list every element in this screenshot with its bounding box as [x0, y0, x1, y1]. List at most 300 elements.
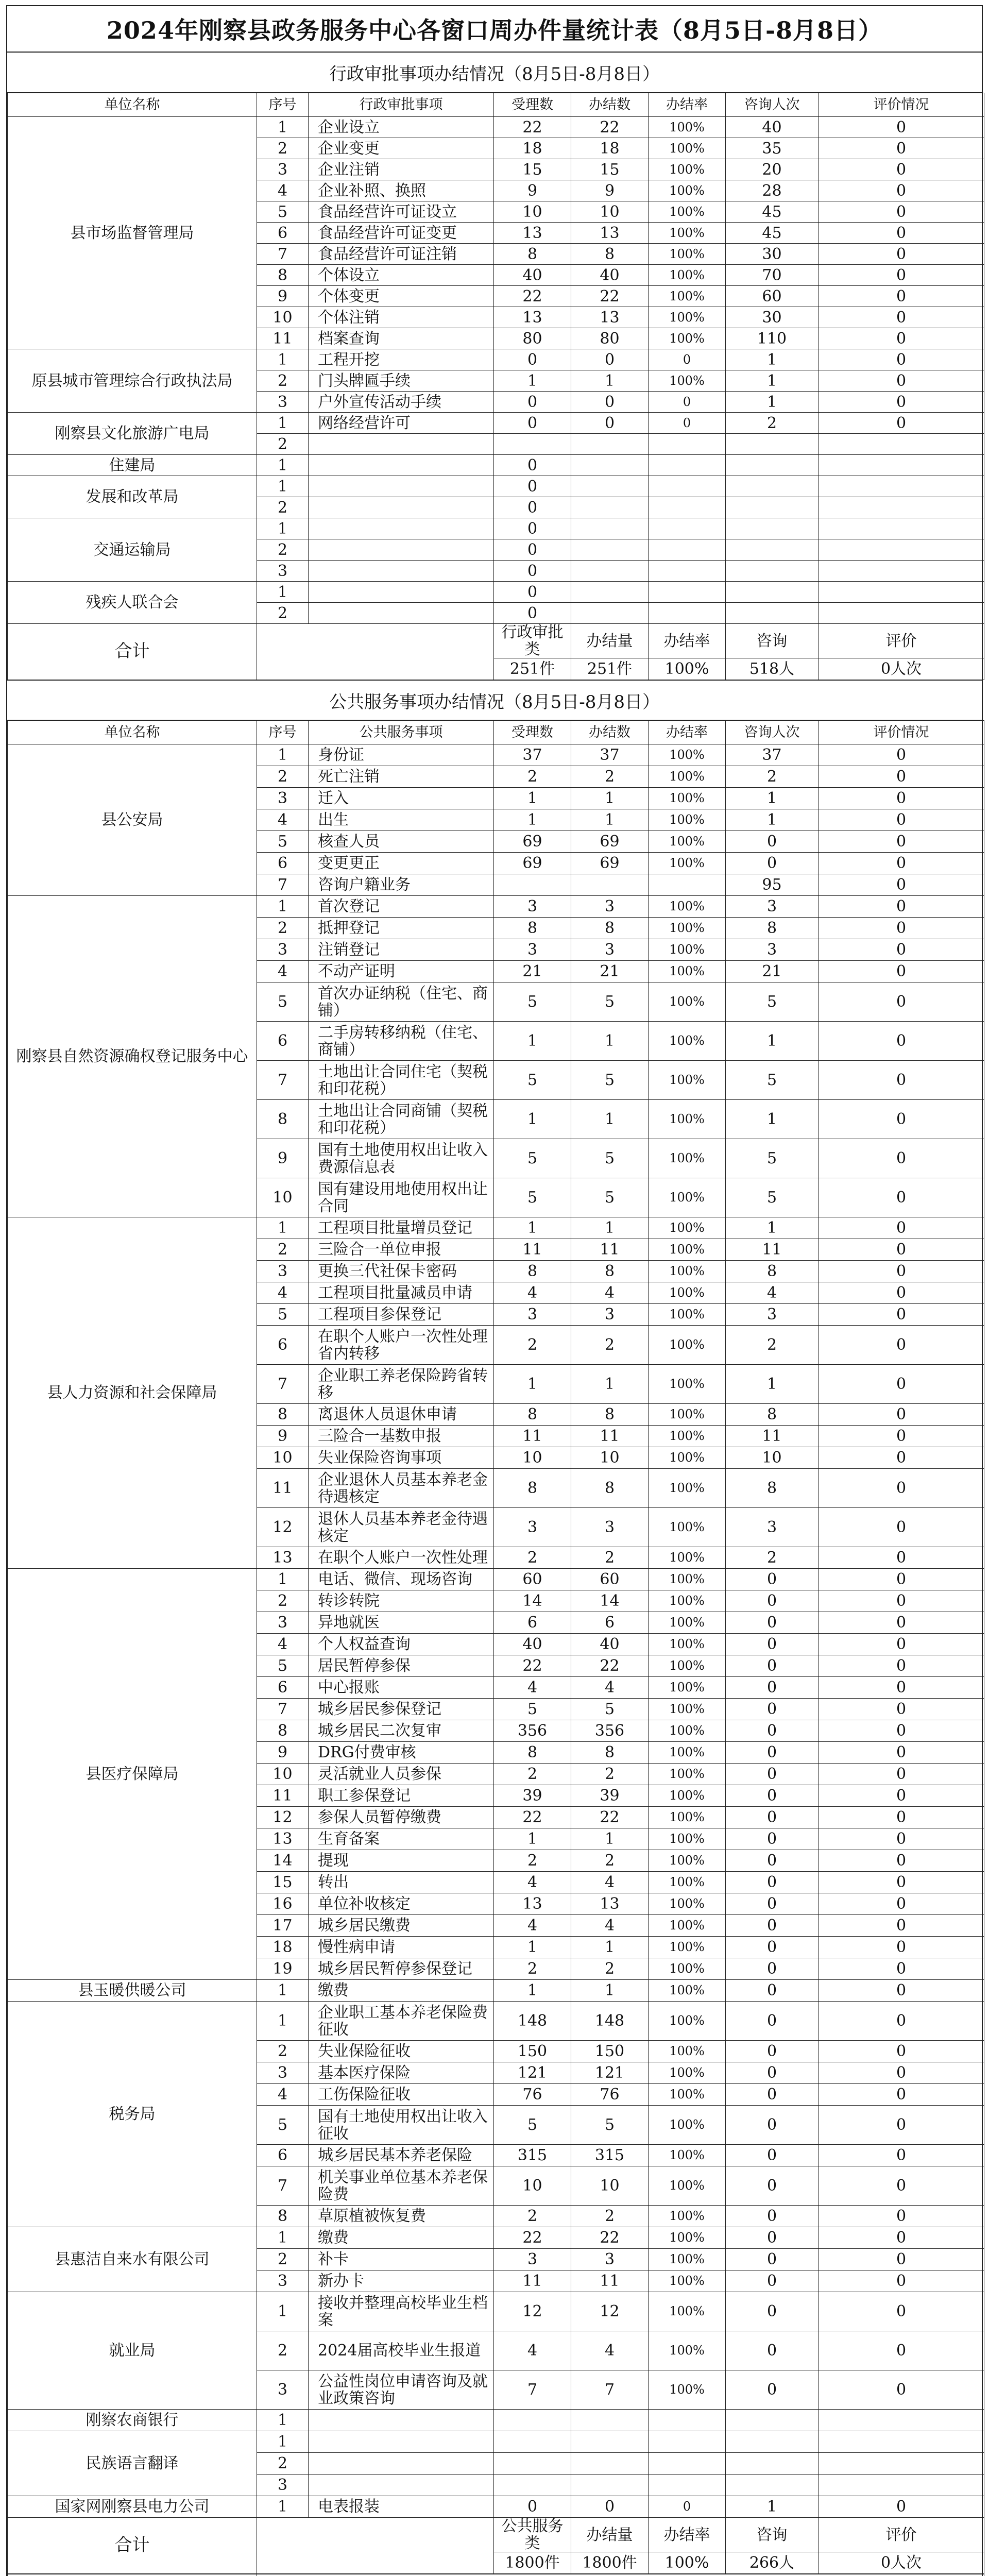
department-name: 残疾人联合会 — [8, 582, 257, 624]
rate-cell: 0 — [649, 392, 726, 413]
item-cell: 死亡注销 — [309, 766, 494, 788]
evaluation-cell: 0 — [819, 2227, 984, 2249]
completed-cell — [571, 539, 649, 561]
seq-cell: 1 — [257, 413, 309, 434]
accepted-cell: 10 — [494, 2166, 571, 2206]
completed-cell: 80 — [571, 328, 649, 349]
consult-cell: 5 — [726, 1178, 819, 1217]
total-blank — [257, 624, 494, 680]
item-cell: 二手房转移纳税（住宅、商铺） — [309, 1022, 494, 1061]
seq-cell: 1 — [257, 349, 309, 370]
total-label: 合计 — [8, 624, 257, 680]
seq-cell: 5 — [257, 1655, 309, 1677]
total-blank — [257, 2518, 494, 2574]
evaluation-cell: 0 — [819, 2002, 984, 2041]
department-name: 县惠洁自来水有限公司 — [8, 2227, 257, 2292]
public-table — [7, 720, 984, 2574]
seq-cell: 2 — [257, 539, 309, 561]
accepted-cell: 3 — [494, 1304, 571, 1326]
accepted-cell: 5 — [494, 2106, 571, 2145]
item-cell: 企业补照、换照 — [309, 180, 494, 201]
consult-cell: 0 — [726, 2331, 819, 2370]
rate-cell: 100% — [649, 286, 726, 307]
consult-cell: 0 — [726, 2041, 819, 2062]
completed-cell — [571, 434, 649, 455]
accepted-cell: 8 — [494, 1469, 571, 1508]
admin-section-title: 行政审批事项办结情况（8月5日-8月8日） — [7, 53, 982, 93]
item-cell: 异地就医 — [309, 1612, 494, 1634]
accepted-cell: 121 — [494, 2062, 571, 2084]
accepted-cell: 21 — [494, 961, 571, 982]
evaluation-cell: 0 — [819, 1850, 984, 1872]
accepted-cell: 4 — [494, 1872, 571, 1893]
completed-cell: 315 — [571, 2145, 649, 2166]
accepted-cell: 76 — [494, 2084, 571, 2106]
seq-cell: 4 — [257, 961, 309, 982]
item-cell — [309, 455, 494, 476]
item-cell: 退休人员基本养老金待遇核定 — [309, 1508, 494, 1547]
seq-cell: 3 — [257, 1261, 309, 1282]
rate-cell: 100% — [649, 896, 726, 918]
completed-cell: 3 — [571, 1304, 649, 1326]
table-row — [8, 1569, 984, 1590]
consult-cell: 0 — [726, 1720, 819, 1742]
rate-cell: 100% — [649, 1217, 726, 1239]
evaluation-cell: 0 — [819, 2145, 984, 2166]
seq-cell: 4 — [257, 180, 309, 201]
seq-cell: 2 — [257, 434, 309, 455]
item-cell — [309, 561, 494, 582]
item-cell: 转诊转院 — [309, 1590, 494, 1612]
rate-cell — [649, 2431, 726, 2453]
rate-cell: 100% — [649, 1100, 726, 1139]
seq-cell: 1 — [257, 1980, 309, 2002]
consult-cell: 0 — [726, 853, 819, 874]
total-header: 咨询 — [726, 2518, 819, 2552]
seq-cell: 1 — [257, 1217, 309, 1239]
seq-cell: 2 — [257, 138, 309, 159]
item-cell: 个体注销 — [309, 307, 494, 328]
accepted-cell: 4 — [494, 1677, 571, 1699]
completed-cell: 22 — [571, 117, 649, 138]
total-value: 100% — [649, 2552, 726, 2574]
rate-cell: 0 — [649, 2496, 726, 2518]
item-cell: 中心报账 — [309, 1677, 494, 1699]
completed-cell: 1 — [571, 1828, 649, 1850]
accepted-cell: 150 — [494, 2041, 571, 2062]
accepted-cell: 1 — [494, 1937, 571, 1958]
evaluation-cell: 0 — [819, 1612, 984, 1634]
table-row — [8, 1217, 984, 1239]
completed-cell: 13 — [571, 307, 649, 328]
evaluation-cell: 0 — [819, 117, 984, 138]
department-name: 刚察县文化旅游广电局 — [8, 413, 257, 455]
seq-cell: 3 — [257, 2062, 309, 2084]
evaluation-cell — [819, 476, 984, 497]
department-name: 国家网刚察县电力公司 — [8, 2496, 257, 2518]
accepted-cell: 22 — [494, 286, 571, 307]
rate-cell: 100% — [649, 244, 726, 265]
table-row — [8, 2227, 984, 2249]
item-cell: 注销登记 — [309, 939, 494, 961]
accepted-cell: 37 — [494, 744, 571, 766]
consult-cell: 2 — [726, 413, 819, 434]
seq-cell: 1 — [257, 518, 309, 539]
evaluation-cell: 0 — [819, 413, 984, 434]
seq-cell: 2 — [257, 766, 309, 788]
admin-table — [7, 93, 984, 680]
accepted-cell: 6 — [494, 1612, 571, 1634]
consult-cell: 95 — [726, 874, 819, 896]
consult-cell: 1 — [726, 349, 819, 370]
completed-cell — [571, 476, 649, 497]
completed-cell — [571, 2475, 649, 2496]
item-cell: 工程项目批量增员登记 — [309, 1217, 494, 1239]
rate-cell: 100% — [649, 1426, 726, 1447]
rate-cell: 100% — [649, 1807, 726, 1828]
item-cell — [309, 476, 494, 497]
consult-cell: 3 — [726, 896, 819, 918]
column-header: 咨询人次 — [726, 721, 819, 744]
completed-cell — [571, 518, 649, 539]
item-cell: 身份证 — [309, 744, 494, 766]
seq-cell: 1 — [257, 2431, 309, 2453]
rate-cell: 100% — [649, 1326, 726, 1365]
completed-cell: 0 — [571, 349, 649, 370]
total-value: 1800件 — [571, 2552, 649, 2574]
item-cell — [309, 2475, 494, 2496]
completed-cell: 2 — [571, 1850, 649, 1872]
evaluation-cell: 0 — [819, 961, 984, 982]
accepted-cell: 1 — [494, 1980, 571, 2002]
consult-cell: 1 — [726, 1217, 819, 1239]
item-cell: 失业保险征收 — [309, 2041, 494, 2062]
completed-cell: 8 — [571, 1404, 649, 1426]
consult-cell: 0 — [726, 1828, 819, 1850]
evaluation-cell — [819, 455, 984, 476]
consult-cell: 3 — [726, 939, 819, 961]
item-cell — [309, 2453, 494, 2475]
evaluation-cell: 0 — [819, 744, 984, 766]
rate-cell: 100% — [649, 180, 726, 201]
accepted-cell: 5 — [494, 1139, 571, 1178]
accepted-cell — [494, 2453, 571, 2475]
completed-cell: 2 — [571, 2206, 649, 2227]
seq-cell: 9 — [257, 1742, 309, 1764]
item-cell: DRG付费审核 — [309, 1742, 494, 1764]
accepted-cell — [494, 2410, 571, 2431]
table-row — [8, 2431, 984, 2453]
item-cell: 更换三代社保卡密码 — [309, 1261, 494, 1282]
completed-cell: 1 — [571, 370, 649, 392]
item-cell: 灵活就业人员参保 — [309, 1764, 494, 1785]
rate-cell: 100% — [649, 1764, 726, 1785]
consult-cell: 0 — [726, 2206, 819, 2227]
item-cell — [309, 518, 494, 539]
consult-cell: 4 — [726, 1282, 819, 1304]
table-row — [8, 2002, 984, 2041]
consult-cell — [726, 2453, 819, 2475]
evaluation-cell — [819, 582, 984, 603]
item-cell: 首次登记 — [309, 896, 494, 918]
completed-cell: 0 — [571, 2496, 649, 2518]
completed-cell: 2 — [571, 1958, 649, 1980]
seq-cell: 11 — [257, 328, 309, 349]
accepted-cell: 1 — [494, 1828, 571, 1850]
consult-cell: 45 — [726, 223, 819, 244]
consult-cell: 0 — [726, 2227, 819, 2249]
completed-cell: 21 — [571, 961, 649, 982]
consult-cell: 1 — [726, 392, 819, 413]
accepted-cell: 15 — [494, 159, 571, 180]
item-cell: 接收并整理高校毕业生档案 — [309, 2292, 494, 2331]
seq-cell: 3 — [257, 561, 309, 582]
completed-cell: 1 — [571, 1217, 649, 1239]
completed-cell: 8 — [571, 244, 649, 265]
rate-cell — [649, 582, 726, 603]
seq-cell: 7 — [257, 1365, 309, 1404]
department-name: 就业局 — [8, 2292, 257, 2410]
consult-cell: 0 — [726, 1850, 819, 1872]
evaluation-cell: 0 — [819, 1508, 984, 1547]
consult-cell: 20 — [726, 159, 819, 180]
seq-cell: 16 — [257, 1893, 309, 1915]
evaluation-cell: 0 — [819, 2206, 984, 2227]
rate-cell: 100% — [649, 1178, 726, 1217]
rate-cell: 100% — [649, 2084, 726, 2106]
item-cell: 工伤保险征收 — [309, 2084, 494, 2106]
consult-cell: 1 — [726, 1365, 819, 1404]
rate-cell: 100% — [649, 744, 726, 766]
consult-cell: 0 — [726, 2062, 819, 2084]
accepted-cell: 356 — [494, 1720, 571, 1742]
rate-cell: 100% — [649, 1655, 726, 1677]
seq-cell: 3 — [257, 1612, 309, 1634]
seq-cell: 10 — [257, 1764, 309, 1785]
completed-cell: 1 — [571, 809, 649, 831]
seq-cell: 1 — [257, 582, 309, 603]
table-row — [8, 455, 984, 476]
seq-cell: 1 — [257, 2002, 309, 2041]
completed-cell: 14 — [571, 1590, 649, 1612]
accepted-cell: 69 — [494, 853, 571, 874]
accepted-cell: 12 — [494, 2292, 571, 2331]
table-row — [8, 1980, 984, 2002]
item-cell: 土地出让合同住宅（契税和印花税） — [309, 1061, 494, 1100]
seq-cell: 3 — [257, 2270, 309, 2292]
completed-cell: 5 — [571, 1139, 649, 1178]
seq-cell: 5 — [257, 2106, 309, 2145]
evaluation-cell: 0 — [819, 831, 984, 853]
seq-cell: 3 — [257, 159, 309, 180]
item-cell: 不动产证明 — [309, 961, 494, 982]
rate-cell: 100% — [649, 1282, 726, 1304]
table-row — [8, 582, 984, 603]
accepted-cell: 8 — [494, 1742, 571, 1764]
department-name: 县医疗保障局 — [8, 1569, 257, 1980]
seq-cell: 6 — [257, 223, 309, 244]
consult-cell: 5 — [726, 1139, 819, 1178]
seq-cell: 13 — [257, 1828, 309, 1850]
evaluation-cell: 0 — [819, 1469, 984, 1508]
evaluation-cell: 0 — [819, 2292, 984, 2331]
completed-cell: 5 — [571, 982, 649, 1022]
completed-cell — [571, 497, 649, 518]
total-value: 251件 — [494, 658, 571, 680]
item-cell: 国有建设用地使用权出让合同 — [309, 1178, 494, 1217]
accepted-cell: 0 — [494, 2496, 571, 2518]
accepted-cell: 8 — [494, 1404, 571, 1426]
rate-cell: 100% — [649, 2062, 726, 2084]
accepted-cell — [494, 2475, 571, 2496]
rate-cell: 100% — [649, 2249, 726, 2270]
item-cell: 变更更正 — [309, 853, 494, 874]
item-cell: 土地出让合同商铺（契税和印花税） — [309, 1100, 494, 1139]
rate-cell: 100% — [649, 328, 726, 349]
completed-cell: 6 — [571, 1612, 649, 1634]
consult-cell: 8 — [726, 1469, 819, 1508]
completed-cell: 2 — [571, 766, 649, 788]
evaluation-cell — [819, 561, 984, 582]
rate-cell: 100% — [649, 1569, 726, 1590]
rate-cell: 100% — [649, 1785, 726, 1807]
consult-cell: 0 — [726, 1677, 819, 1699]
rate-cell — [649, 518, 726, 539]
column-header: 办结数 — [571, 721, 649, 744]
rate-cell: 100% — [649, 1742, 726, 1764]
consult-cell — [726, 455, 819, 476]
total-label: 合计 — [8, 2518, 257, 2574]
completed-cell: 10 — [571, 1447, 649, 1469]
item-cell — [309, 2431, 494, 2453]
item-cell: 企业变更 — [309, 138, 494, 159]
seq-cell: 8 — [257, 265, 309, 286]
seq-cell: 5 — [257, 1304, 309, 1326]
accepted-cell: 8 — [494, 1261, 571, 1282]
item-cell: 单位补收核定 — [309, 1893, 494, 1915]
item-cell: 企业职工养老保险跨省转移 — [309, 1365, 494, 1404]
completed-cell — [571, 455, 649, 476]
seq-cell: 5 — [257, 831, 309, 853]
total-header: 办结率 — [649, 624, 726, 658]
seq-cell: 1 — [257, 1569, 309, 1590]
consult-cell: 8 — [726, 1261, 819, 1282]
accepted-cell: 4 — [494, 1282, 571, 1304]
rate-cell: 100% — [649, 138, 726, 159]
seq-cell: 8 — [257, 1100, 309, 1139]
evaluation-cell: 0 — [819, 2270, 984, 2292]
rate-cell — [649, 561, 726, 582]
evaluation-cell: 0 — [819, 1239, 984, 1261]
evaluation-cell: 0 — [819, 1447, 984, 1469]
accepted-cell: 22 — [494, 2227, 571, 2249]
evaluation-cell: 0 — [819, 2370, 984, 2410]
column-header: 咨询人次 — [726, 93, 819, 117]
item-cell — [309, 582, 494, 603]
evaluation-cell: 0 — [819, 1807, 984, 1828]
rate-cell: 100% — [649, 1915, 726, 1937]
completed-cell: 69 — [571, 853, 649, 874]
evaluation-cell: 0 — [819, 1590, 984, 1612]
consult-cell: 37 — [726, 744, 819, 766]
completed-cell: 15 — [571, 159, 649, 180]
accepted-cell: 39 — [494, 1785, 571, 1807]
completed-cell: 8 — [571, 1469, 649, 1508]
seq-cell: 4 — [257, 2084, 309, 2106]
completed-cell: 4 — [571, 1282, 649, 1304]
total-value: 0人次 — [819, 658, 984, 680]
item-cell: 城乡居民参保登记 — [309, 1699, 494, 1720]
seq-cell: 6 — [257, 1022, 309, 1061]
seq-cell: 6 — [257, 1326, 309, 1365]
column-header: 评价情况 — [819, 721, 984, 744]
evaluation-cell: 0 — [819, 138, 984, 159]
accepted-cell: 1 — [494, 1022, 571, 1061]
seq-cell: 15 — [257, 1872, 309, 1893]
accepted-cell: 2 — [494, 1764, 571, 1785]
rate-cell: 100% — [649, 918, 726, 939]
evaluation-cell: 0 — [819, 328, 984, 349]
total-head-row — [8, 2518, 984, 2552]
consult-cell: 1 — [726, 370, 819, 392]
seq-cell: 19 — [257, 1958, 309, 1980]
consult-cell: 0 — [726, 2249, 819, 2270]
column-header: 评价情况 — [819, 93, 984, 117]
department-name: 县市场监督管理局 — [8, 117, 257, 349]
completed-cell — [571, 582, 649, 603]
evaluation-cell: 0 — [819, 1915, 984, 1937]
rate-cell: 100% — [649, 265, 726, 286]
rate-cell: 100% — [649, 2331, 726, 2370]
completed-cell: 2 — [571, 1764, 649, 1785]
evaluation-cell: 0 — [819, 1426, 984, 1447]
consult-cell: 0 — [726, 2166, 819, 2206]
completed-cell — [571, 2410, 649, 2431]
completed-cell: 5 — [571, 1061, 649, 1100]
consult-cell: 1 — [726, 809, 819, 831]
consult-cell: 0 — [726, 1699, 819, 1720]
department-name: 税务局 — [8, 2002, 257, 2227]
rate-cell: 100% — [649, 1850, 726, 1872]
accepted-cell: 2 — [494, 1958, 571, 1980]
evaluation-cell: 0 — [819, 1100, 984, 1139]
accepted-cell: 315 — [494, 2145, 571, 2166]
total-value: 100% — [649, 658, 726, 680]
evaluation-cell: 0 — [819, 1764, 984, 1785]
evaluation-cell: 0 — [819, 307, 984, 328]
evaluation-cell: 0 — [819, 809, 984, 831]
completed-cell: 2 — [571, 1547, 649, 1569]
rate-cell — [649, 455, 726, 476]
consult-cell: 110 — [726, 328, 819, 349]
seq-cell: 5 — [257, 982, 309, 1022]
accepted-cell: 0 — [494, 413, 571, 434]
item-cell: 机关事业单位基本养老保险费 — [309, 2166, 494, 2206]
completed-cell: 8 — [571, 918, 649, 939]
accepted-cell: 3 — [494, 2249, 571, 2270]
item-cell: 工程项目批量减员申请 — [309, 1282, 494, 1304]
header-row — [8, 93, 984, 117]
accepted-cell: 5 — [494, 1061, 571, 1100]
column-header: 办结率 — [649, 93, 726, 117]
evaluation-cell: 0 — [819, 1217, 984, 1239]
rate-cell: 100% — [649, 1261, 726, 1282]
column-header: 办结数 — [571, 93, 649, 117]
completed-cell — [571, 874, 649, 896]
consult-cell: 0 — [726, 2106, 819, 2145]
accepted-cell: 2 — [494, 2206, 571, 2227]
item-cell: 在职个人账户一次性处理省内转移 — [309, 1326, 494, 1365]
